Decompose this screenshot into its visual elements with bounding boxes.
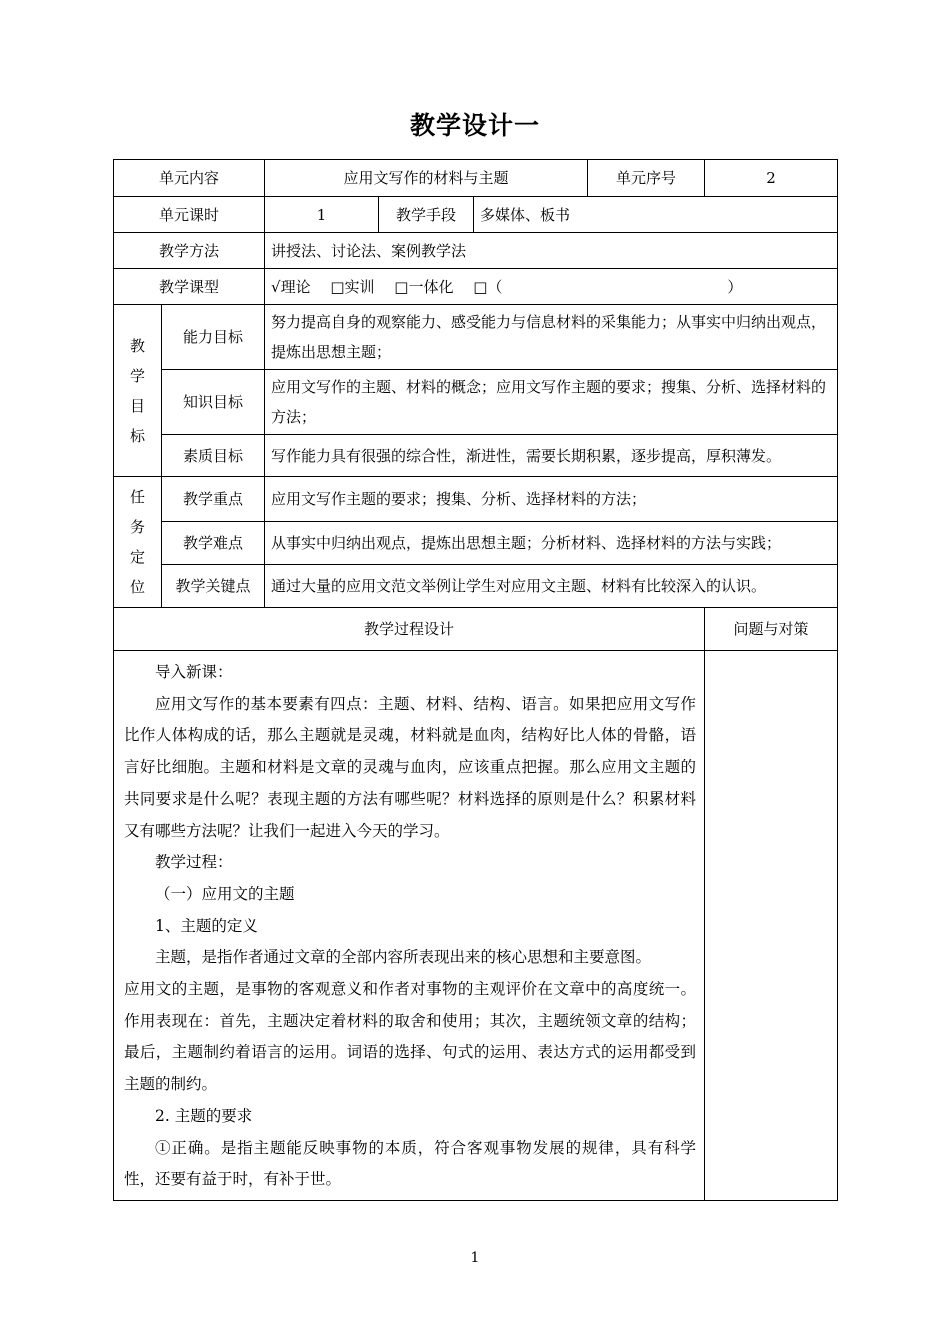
- paragraph: 2. 主题的要求: [155, 1106, 253, 1125]
- row-unit-hours: [114, 197, 838, 233]
- goal-text: 写作能力具有很强的综合性，渐进性，需要长期积累，逐步提高，厚积薄发。: [265, 435, 838, 477]
- process-header: 教学过程设计: [114, 608, 705, 651]
- task-text: 通过大量的应用文范文举例让学生对应用文主题、材料有比较深入的认识。: [265, 565, 838, 608]
- row-task-keypoint: [114, 565, 838, 608]
- row-task-difficulty: [114, 522, 838, 565]
- teaching-means-label: 教学手段: [379, 197, 474, 233]
- task-label: 教学关键点: [162, 565, 265, 608]
- row-goal-ability: [114, 305, 838, 370]
- unit-no-value: 2: [705, 160, 838, 197]
- row-goal-quality: [114, 435, 838, 477]
- lesson-design-table: [113, 159, 838, 1201]
- goal-label: 知识目标: [162, 370, 265, 435]
- paragraph: ①正确。是指主题能反映事物的本质，符合客观事物发展的规律，具有科学性，还要有益于时，有补于世。: [124, 1138, 697, 1189]
- row-process-body: [114, 651, 838, 1201]
- unit-hours-label: 单元课时: [114, 197, 265, 233]
- unit-hours-value: 1: [265, 197, 379, 233]
- task-text: 应用文写作主题的要求；搜集、分析、选择材料的方法；: [265, 477, 838, 522]
- paragraph: 1、主题的定义: [155, 916, 258, 935]
- unit-no-label: 单元序号: [588, 160, 705, 197]
- page-title: 教学设计一: [409, 111, 540, 140]
- page-number: 1: [470, 1250, 480, 1266]
- row-unit-content: [114, 160, 838, 197]
- paragraph: 主题，是指作者通过文章的全部内容所表现出来的核心思想和主要意图。: [155, 948, 652, 967]
- row-task-key: [114, 477, 838, 522]
- paragraph: （一）应用文的主题: [155, 884, 295, 903]
- countermeasure-header: 问题与对策: [705, 608, 838, 651]
- task-text: 从事实中归纳出观点，提炼出思想主题；分析材料、选择材料的方法与实践；: [265, 522, 838, 565]
- row-goal-knowledge: [114, 370, 838, 435]
- teaching-method-label: 教学方法: [114, 233, 265, 269]
- unit-content-value: 应用文写作的材料与主题: [265, 160, 588, 197]
- row-course-type: [114, 269, 838, 305]
- goal-text: 应用文写作的主题、材料的概念；应用文写作主题的要求；搜集、分析、选择材料的方法；: [265, 370, 838, 435]
- course-type-options: √理论 □实训 □一体化 □（ ）: [265, 269, 838, 305]
- tasks-group-label: 任 务 定 位: [114, 477, 162, 608]
- unit-content-label: 单元内容: [114, 160, 265, 197]
- goal-label: 素质目标: [162, 435, 265, 477]
- task-label: 教学难点: [162, 522, 265, 565]
- row-process-header: [114, 608, 838, 651]
- paragraph: 应用文的主题，是事物的客观意义和作者对事物的主观评价在文章中的高度统一。作用表现在：首先，主题决定着材料的取舍和使用；其次，主题统领文章的结构；最后，主题制约着语言的运用。词语的选择、句式的运用、表达方式的运用都受到主题的制约。: [124, 980, 697, 1094]
- teaching-means-value: 多媒体、板书: [474, 197, 838, 233]
- goal-text: 努力提高自身的观察能力、感受能力与信息材料的采集能力；从事实中归纳出观点，提炼出思想主题；: [265, 305, 838, 370]
- countermeasure-cell: [705, 651, 838, 1201]
- row-teaching-method: [114, 233, 838, 269]
- course-type-label: 教学课型: [114, 269, 265, 305]
- paragraph: 应用文写作的基本要素有四点：主题、材料、结构、语言。如果把应用文写作比作人体构成的话，那么主题就是灵魂，材料就是血肉，结构好比人体的骨骼，语言好比细胞。主题和材料是文章的灵魂与血肉，应该重点把握。那么应用文主题的共同要求是什么呢？表现主题的方法有哪些呢？材料选择的原则是什么？积累材料又有哪些方法呢？让我们一起进入今天的学习。: [124, 694, 697, 840]
- paragraph: 教学过程：: [155, 853, 233, 872]
- paragraph: 导入新课：: [155, 663, 233, 681]
- task-label: 教学重点: [162, 477, 265, 522]
- goals-group-label: 教 学 目 标: [114, 305, 162, 477]
- goal-label: 能力目标: [162, 305, 265, 370]
- teaching-method-value: 讲授法、讨论法、案例教学法: [265, 233, 838, 269]
- process-content: [114, 651, 705, 1201]
